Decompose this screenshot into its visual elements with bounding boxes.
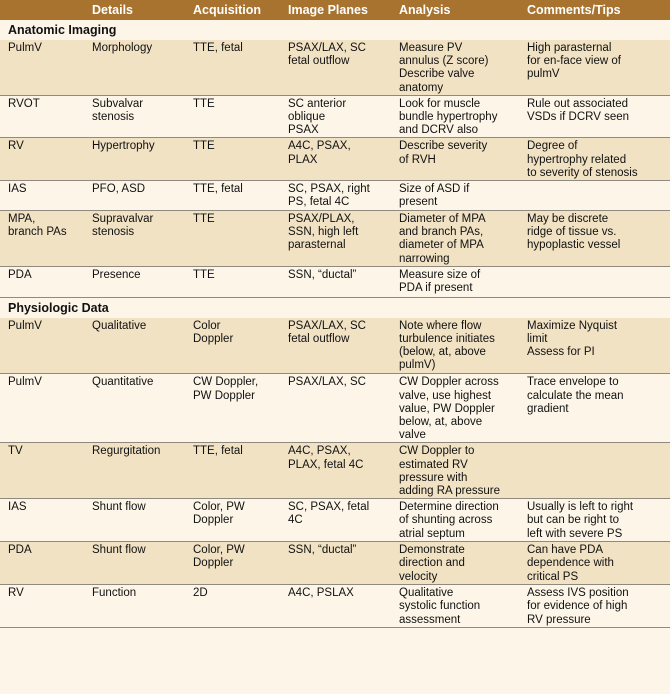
section-header (0, 297, 670, 318)
cell-acquisition: Color, PW Doppler (189, 542, 284, 585)
cell-details: Shunt flow (88, 499, 189, 542)
header-structure (0, 0, 88, 20)
cell-analysis: Describe severity of RVH (395, 138, 523, 181)
section-title: Physiologic Data (0, 297, 670, 318)
cell-analysis: Measure PV annulus (Z score) Describe valve anatomy (395, 40, 523, 95)
cell-comments: Degree of hypertrophy related to severity of stenosis (523, 138, 670, 181)
header-analysis: Analysis (395, 0, 523, 20)
table-row (0, 181, 670, 211)
cell-structure: RV (0, 585, 88, 628)
cell-comments: Usually is left to right but can be right to left with severe PS (523, 499, 670, 542)
cell-image-planes: SSN, “ductal” (284, 542, 395, 585)
section-title: Anatomic Imaging (0, 20, 670, 40)
cell-image-planes: SC, PSAX, right PS, fetal 4C (284, 181, 395, 211)
cell-acquisition: 2D (189, 585, 284, 628)
cell-analysis: Demonstrate direction and velocity (395, 542, 523, 585)
cell-details: Morphology (88, 40, 189, 95)
cell-comments: Maximize Nyquist limit Assess for PI (523, 318, 670, 374)
cell-analysis: CW Doppler to estimated RV pressure with adding RA pressure (395, 443, 523, 499)
cell-acquisition: TTE, fetal (189, 181, 284, 211)
cell-details: Regurgitation (88, 443, 189, 499)
cell-comments (523, 181, 670, 211)
cell-image-planes: A4C, PSAX, PLAX, fetal 4C (284, 443, 395, 499)
cell-structure: IAS (0, 181, 88, 211)
cell-analysis: Note where flow turbulence initiates (below, at, above pulmV) (395, 318, 523, 374)
cell-details: Presence (88, 266, 189, 297)
cell-acquisition: TTE, fetal (189, 40, 284, 95)
cell-acquisition: TTE (189, 211, 284, 267)
cell-structure: PDA (0, 542, 88, 585)
cell-details: Function (88, 585, 189, 628)
cell-comments: Rule out associated VSDs if DCRV seen (523, 95, 670, 138)
section-header (0, 20, 670, 40)
table-row (0, 585, 670, 628)
cell-details: Shunt flow (88, 542, 189, 585)
cell-image-planes: PSAX/LAX, SC (284, 374, 395, 443)
cell-structure: IAS (0, 499, 88, 542)
cell-acquisition: Color, PW Doppler (189, 499, 284, 542)
cell-structure: PulmV (0, 318, 88, 374)
cell-comments (523, 266, 670, 297)
table-row (0, 499, 670, 542)
cell-image-planes: PSAX/LAX, SC fetal outflow (284, 40, 395, 95)
cell-image-planes: SC anterior oblique PSAX (284, 95, 395, 138)
cell-comments: Assess IVS position for evidence of high RV pressure (523, 585, 670, 628)
cell-structure: RVOT (0, 95, 88, 138)
cell-acquisition: TTE (189, 266, 284, 297)
cell-acquisition: Color Doppler (189, 318, 284, 374)
cell-acquisition: TTE, fetal (189, 443, 284, 499)
cell-comments: May be discrete ridge of tissue vs. hypoplastic vessel (523, 211, 670, 267)
cell-structure: MPA, branch PAs (0, 211, 88, 267)
cell-image-planes: PSAX/PLAX, SSN, high left parasternal (284, 211, 395, 267)
cell-image-planes: SC, PSAX, fetal 4C (284, 499, 395, 542)
cell-structure: PulmV (0, 40, 88, 95)
cell-analysis: Determine direction of shunting across atrial septum (395, 499, 523, 542)
cell-structure: TV (0, 443, 88, 499)
header-comments: Comments/Tips (523, 0, 670, 20)
cell-comments: Trace envelope to calculate the mean gradient (523, 374, 670, 443)
cell-details: Subvalvar stenosis (88, 95, 189, 138)
table-row (0, 138, 670, 181)
table-row (0, 40, 670, 95)
cell-structure: PDA (0, 266, 88, 297)
cell-image-planes: PSAX/LAX, SC fetal outflow (284, 318, 395, 374)
cell-details: Supravalvar stenosis (88, 211, 189, 267)
cell-details: Qualitative (88, 318, 189, 374)
cell-analysis: Diameter of MPA and branch PAs, diameter of MPA narrowing (395, 211, 523, 267)
cell-details: Quantitative (88, 374, 189, 443)
cell-image-planes: A4C, PSAX, PLAX (284, 138, 395, 181)
cell-comments: High parasternal for en-face view of pulmV (523, 40, 670, 95)
cell-analysis: Look for muscle bundle hypertrophy and DCRV also (395, 95, 523, 138)
cell-comments (523, 443, 670, 499)
cell-details: PFO, ASD (88, 181, 189, 211)
cell-analysis: CW Doppler across valve, use highest value, PW Doppler below, at, above valve (395, 374, 523, 443)
cell-acquisition: TTE (189, 95, 284, 138)
cell-details: Hypertrophy (88, 138, 189, 181)
cell-structure: RV (0, 138, 88, 181)
cell-analysis: Measure size of PDA if present (395, 266, 523, 297)
header-image-planes: Image Planes (284, 0, 395, 20)
table-row (0, 211, 670, 267)
cell-acquisition: TTE (189, 138, 284, 181)
table-row (0, 95, 670, 138)
cell-acquisition: CW Doppler, PW Doppler (189, 374, 284, 443)
cell-image-planes: A4C, PSLAX (284, 585, 395, 628)
table-row (0, 542, 670, 585)
table-row (0, 374, 670, 443)
cell-analysis: Size of ASD if present (395, 181, 523, 211)
table-row (0, 318, 670, 374)
cell-comments: Can have PDA dependence with critical PS (523, 542, 670, 585)
table-row (0, 266, 670, 297)
cell-analysis: Qualitative systolic function assessment (395, 585, 523, 628)
header-details: Details (88, 0, 189, 20)
table-row (0, 443, 670, 499)
cell-image-planes: SSN, “ductal” (284, 266, 395, 297)
cell-structure: PulmV (0, 374, 88, 443)
header-acquisition: Acquisition (189, 0, 284, 20)
header-row (0, 0, 670, 20)
